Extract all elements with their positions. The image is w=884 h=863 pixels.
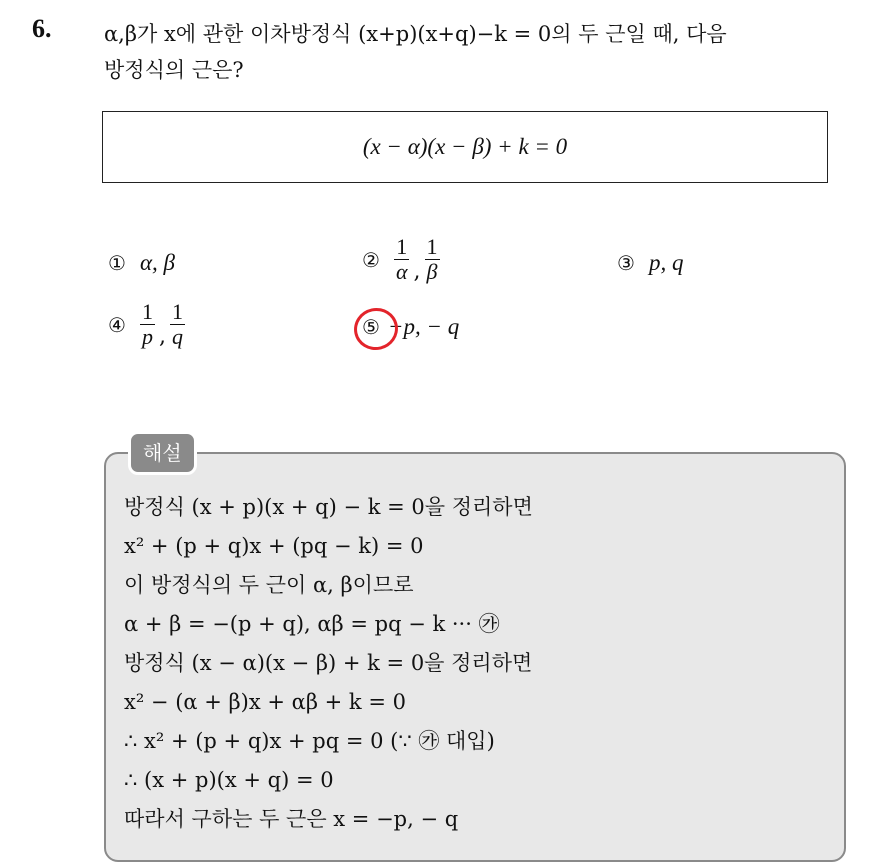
choice-4-expression bbox=[140, 300, 185, 349]
choice-4-numerator-2: 1 bbox=[171, 299, 183, 324]
choice-4-fraction-1 bbox=[140, 300, 155, 349]
choice-4-denominator-2: q bbox=[171, 324, 183, 349]
solution-line-9: 따라서 구하는 두 근은 x = −p, − q bbox=[124, 807, 459, 831]
choice-4-number: ④ bbox=[108, 312, 126, 337]
choice-2-fraction-1 bbox=[394, 235, 410, 284]
stem-line-2: 방정식의 근은? bbox=[104, 58, 244, 82]
solution-line-6: x² − (α + β)x + αβ + k = 0 bbox=[124, 690, 406, 714]
choice-4-denominator-1: p bbox=[141, 324, 153, 349]
question-number: 6. bbox=[32, 14, 52, 43]
choice-5-text: −p, − q bbox=[387, 314, 460, 339]
choice-2-denominator-1: α bbox=[395, 259, 408, 284]
choice-2-denominator-2: β bbox=[426, 259, 438, 284]
choice-4-fraction-2 bbox=[170, 300, 185, 349]
choice-4-numerator-1: 1 bbox=[141, 299, 153, 324]
solution-tag: 해설 bbox=[128, 431, 197, 475]
solution-line-1: 방정식 (x + p)(x + q) − k = 0을 정리하면 bbox=[124, 495, 533, 519]
choice-2-expression bbox=[394, 235, 440, 284]
choice-2[interactable] bbox=[362, 235, 440, 284]
boxed-equation-text: (x − α)(x − β) + k = 0 bbox=[362, 134, 568, 159]
stem-line-1: α,β가 x에 관한 이차방정식 (x+p)(x+q)−k = 0의 두 근일 때, 다음 bbox=[104, 22, 727, 46]
choice-1-number: ① bbox=[108, 251, 126, 275]
choice-2-numerator-2: 1 bbox=[426, 234, 438, 259]
choice-2-number: ② bbox=[362, 247, 380, 272]
choice-1[interactable] bbox=[108, 250, 175, 276]
choice-4-separator: , bbox=[158, 324, 166, 349]
choice-1-text: α, β bbox=[139, 250, 175, 275]
solution-line-5: 방정식 (x − α)(x − β) + k = 0을 정리하면 bbox=[124, 651, 533, 675]
solution-line-2: x² + (p + q)x + (pq − k) = 0 bbox=[124, 534, 424, 558]
solution-line-7: ∴ x² + (p + q)x + pq = 0 (∵ ㉮ 대입) bbox=[124, 729, 495, 753]
choice-4[interactable] bbox=[108, 300, 185, 349]
choice-5-number bbox=[362, 315, 380, 339]
solution-lines bbox=[124, 488, 824, 839]
question-stem bbox=[104, 16, 874, 88]
solution-line-4: α + β = −(p + q), αβ = pq − k ··· ㉮ bbox=[124, 612, 500, 636]
choice-3[interactable] bbox=[617, 250, 683, 276]
choice-5-number-glyph: ⑤ bbox=[362, 315, 380, 339]
choice-3-text: p, q bbox=[648, 250, 684, 275]
boxed-equation bbox=[102, 111, 828, 183]
solution-line-3: 이 방정식의 두 근이 α, β이므로 bbox=[124, 573, 414, 597]
answer-mark-circle-icon bbox=[350, 304, 402, 354]
choice-2-numerator-1: 1 bbox=[396, 234, 408, 259]
choice-3-number: ③ bbox=[617, 251, 635, 275]
choice-5[interactable] bbox=[362, 314, 459, 340]
choice-2-fraction-2 bbox=[425, 235, 440, 284]
choice-2-separator: , bbox=[413, 259, 421, 284]
solution-line-8: ∴ (x + p)(x + q) = 0 bbox=[124, 768, 334, 792]
